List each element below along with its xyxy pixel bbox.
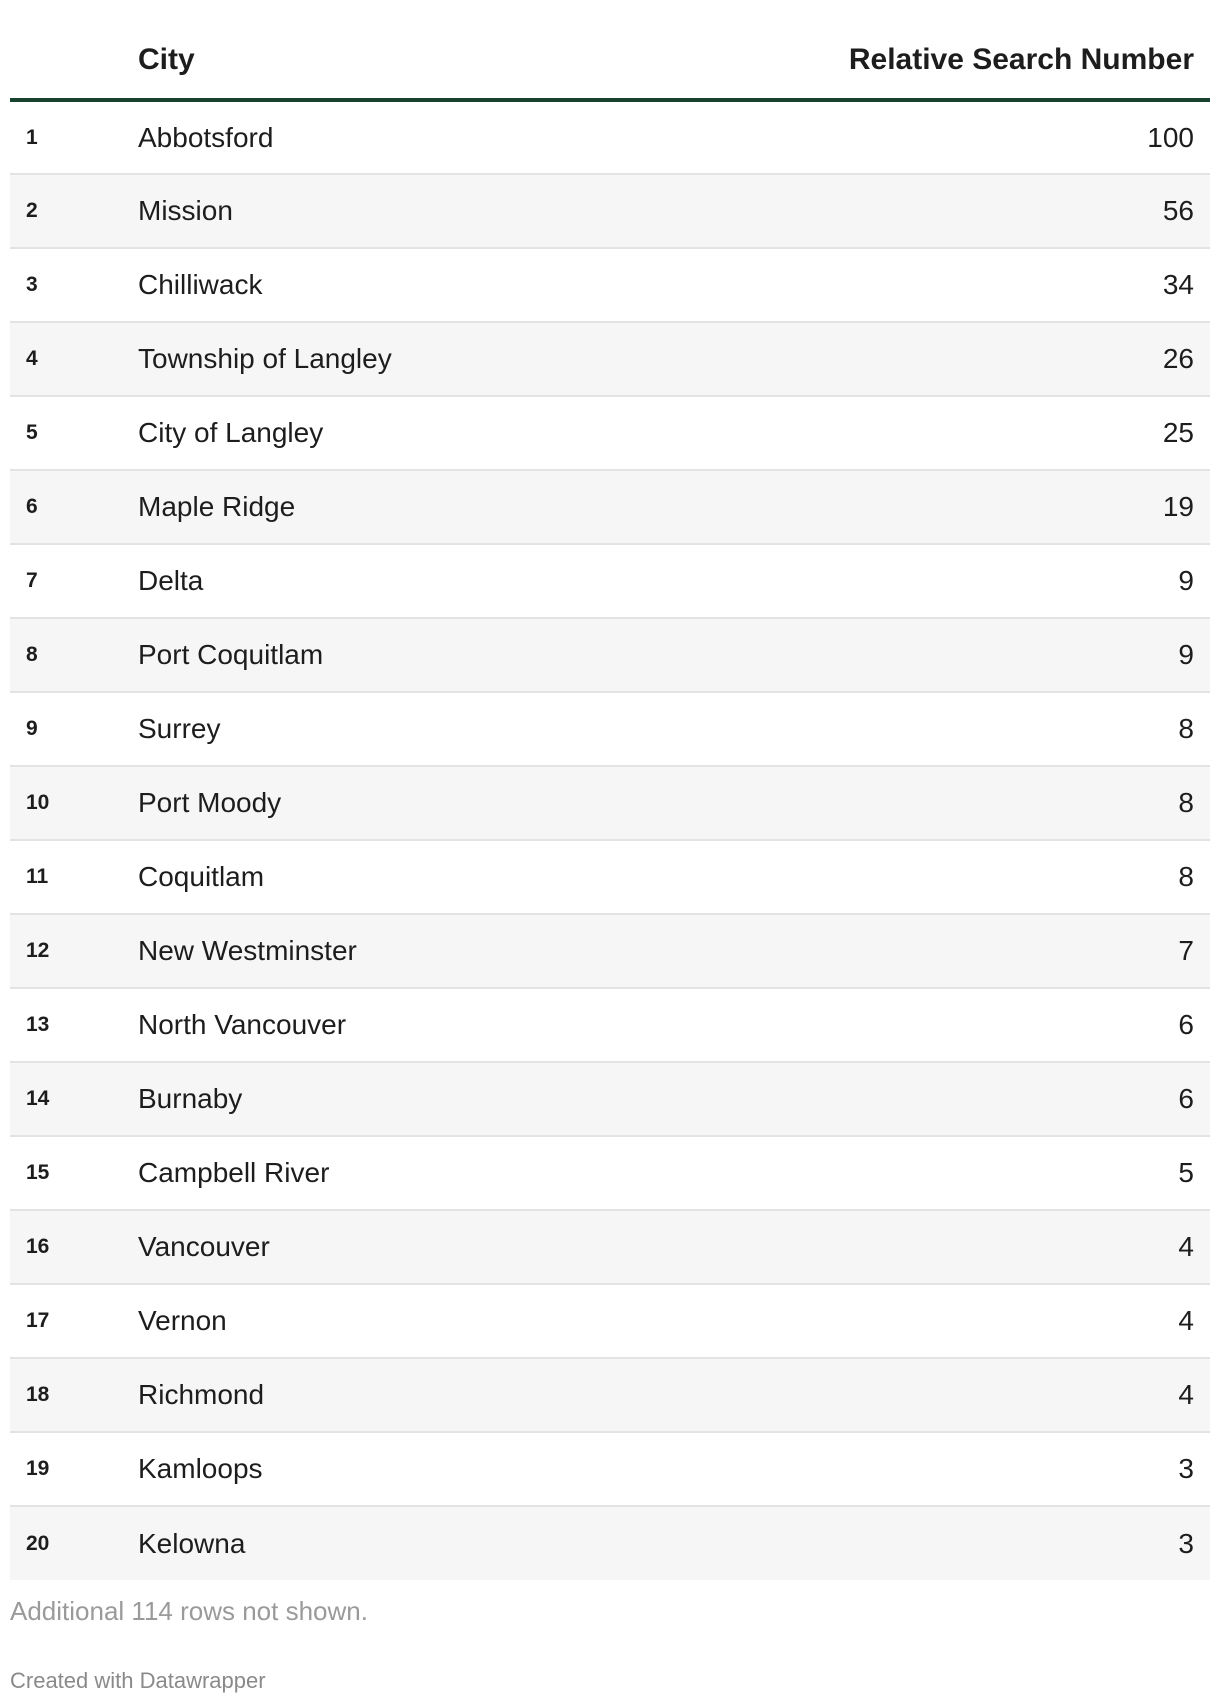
row-city: Abbotsford — [138, 100, 674, 174]
row-city: Mission — [138, 174, 674, 248]
table-row — [10, 1506, 1210, 1580]
row-value: 19 — [674, 470, 1210, 544]
table-row — [10, 766, 1210, 840]
data-table — [10, 22, 1210, 1580]
row-rank: 3 — [10, 248, 138, 322]
row-rank: 5 — [10, 396, 138, 470]
table-row — [10, 322, 1210, 396]
row-city: Coquitlam — [138, 840, 674, 914]
row-rank: 20 — [26, 1531, 50, 1555]
table-row — [10, 470, 1210, 544]
table-row — [10, 248, 1210, 322]
row-city: Vernon — [138, 1284, 674, 1358]
row-value: 7 — [674, 914, 1210, 988]
row-rank: 9 — [10, 692, 138, 766]
row-rank: 16 — [10, 1210, 138, 1284]
table-row — [10, 618, 1210, 692]
row-value: 4 — [674, 1284, 1210, 1358]
table-row — [10, 396, 1210, 470]
row-value: 4 — [674, 1210, 1210, 1284]
row-city: New Westminster — [138, 914, 674, 988]
row-rank: 7 — [10, 544, 138, 618]
row-city: City of Langley — [138, 396, 674, 470]
table-notes: Additional 114 rows not shown. — [10, 1596, 368, 1626]
table-row — [10, 1358, 1210, 1432]
row-value: 4 — [674, 1358, 1210, 1432]
table-row — [10, 1284, 1210, 1358]
row-value: 5 — [674, 1136, 1210, 1210]
row-value: 8 — [674, 840, 1210, 914]
header-city[interactable]: City — [138, 22, 674, 100]
row-value: 8 — [674, 766, 1210, 840]
data-table-container — [10, 22, 1210, 1580]
row-rank: 14 — [10, 1062, 138, 1136]
row-city: Vancouver — [138, 1210, 674, 1284]
row-city: Maple Ridge — [138, 470, 674, 544]
row-value: 34 — [674, 248, 1210, 322]
row-city: Kamloops — [138, 1432, 674, 1506]
row-value: 56 — [674, 174, 1210, 248]
row-rank: 4 — [10, 322, 138, 396]
row-rank: 19 — [10, 1432, 138, 1506]
row-rank: 11 — [10, 840, 138, 914]
table-row — [10, 692, 1210, 766]
row-city: Port Moody — [138, 766, 674, 840]
row-value: 6 — [674, 988, 1210, 1062]
row-rank: 13 — [10, 988, 138, 1062]
row-value: 26 — [674, 322, 1210, 396]
row-city: Richmond — [138, 1358, 674, 1432]
table-header — [10, 22, 1210, 100]
row-value: 3 — [674, 1432, 1210, 1506]
row-value: 6 — [674, 1062, 1210, 1136]
row-value: 9 — [674, 544, 1210, 618]
row-city: Port Coquitlam — [138, 618, 674, 692]
row-city: Surrey — [138, 692, 674, 766]
row-rank: 1 — [10, 100, 138, 174]
row-city: Campbell River — [138, 1136, 674, 1210]
row-rank: 12 — [10, 914, 138, 988]
table-row — [10, 914, 1210, 988]
row-rank: 15 — [10, 1136, 138, 1210]
table-row — [10, 100, 1210, 174]
row-city: Burnaby — [138, 1062, 674, 1136]
row-rank: 18 — [10, 1358, 138, 1432]
table-body — [10, 100, 1210, 1580]
row-value: 9 — [674, 618, 1210, 692]
row-city: Delta — [138, 544, 674, 618]
datawrapper-credit[interactable]: Created with Datawrapper — [10, 1668, 266, 1693]
table-row — [10, 840, 1210, 914]
table-row — [10, 1136, 1210, 1210]
row-city: North Vancouver — [138, 988, 674, 1062]
table-row — [10, 988, 1210, 1062]
table-row — [10, 1210, 1210, 1284]
table-row — [10, 1062, 1210, 1136]
row-city: Chilliwack — [138, 248, 674, 322]
row-rank: 17 — [10, 1284, 138, 1358]
table-row — [10, 544, 1210, 618]
header-relative-search-number[interactable]: Relative Search Number — [674, 22, 1210, 100]
row-rank: 10 — [10, 766, 138, 840]
row-value: 25 — [674, 396, 1210, 470]
row-rank: 2 — [10, 174, 138, 248]
row-rank: 8 — [10, 618, 138, 692]
header-row — [10, 22, 1210, 100]
row-city: Township of Langley — [138, 322, 674, 396]
row-value: 3 — [1178, 1527, 1194, 1559]
row-value: 8 — [674, 692, 1210, 766]
row-rank: 6 — [10, 470, 138, 544]
row-value: 100 — [674, 100, 1210, 174]
row-city: Kelowna — [138, 1527, 246, 1559]
table-row — [10, 1432, 1210, 1506]
table-row — [10, 174, 1210, 248]
header-rank — [10, 22, 138, 100]
